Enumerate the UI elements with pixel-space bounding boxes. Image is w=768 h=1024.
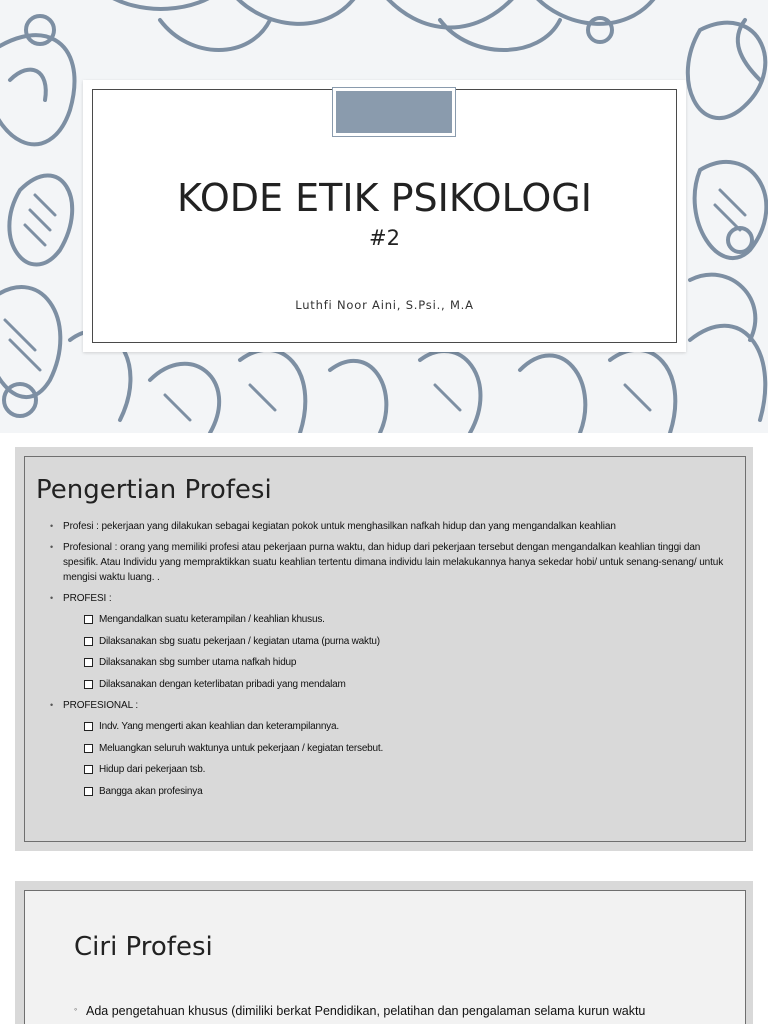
checkbox-square-icon bbox=[84, 658, 93, 667]
slide-title: KODE ETIK PSIKOLOGI bbox=[177, 176, 592, 220]
slide-ciri-profesi bbox=[15, 881, 753, 1024]
list-item bbox=[47, 698, 727, 713]
bullet-text: Ada pengetahuan khusus (dimiliki berkat Pendidikan, pelatihan dan pengalaman selama kurun waktu bbox=[86, 1004, 646, 1018]
sub-item-text: Bangga akan profesinya bbox=[99, 785, 203, 797]
title-slide bbox=[0, 0, 768, 433]
slide-subtitle: #2 bbox=[369, 226, 400, 250]
sub-item-text: Hidup dari pekerjaan tsb. bbox=[99, 764, 206, 775]
bullet-text: PROFESIONAL : bbox=[63, 700, 139, 711]
bullet-text: Profesional : orang yang memiliki profesi atau pekerjaan purna waktu, dan hidup dari pekerjaan tersebut dengan mengandalkan keahlian tinggi dan spesifik. Atau Individu yang mempraktikkan suatu keahlian tertentu dimana individu lain melakukannya hanya sekedar hobi/ untuk senang-senang/ untuk mengisi waktu luang. . bbox=[63, 542, 724, 583]
list-item bbox=[47, 519, 727, 534]
slide-border bbox=[24, 890, 746, 1024]
checkbox-square-icon bbox=[84, 787, 93, 796]
sub-item-text: Dilaksanakan sbg suatu pekerjaan / kegiatan utama (purna waktu) bbox=[99, 635, 380, 647]
bullet-icon: • bbox=[50, 700, 54, 710]
checkbox-square-icon bbox=[84, 722, 93, 731]
list-item bbox=[47, 540, 727, 585]
sub-list-item bbox=[47, 719, 727, 734]
list-item bbox=[47, 591, 727, 606]
sub-item-text: Meluangkan seluruh waktunya untuk pekerjaan / kegiatan tersebut. bbox=[99, 742, 384, 754]
sub-list-item bbox=[47, 677, 727, 692]
bullet-list bbox=[47, 519, 727, 805]
sub-item-text: Dilaksanakan sbg sumber utama nafkah hidup bbox=[99, 657, 297, 668]
sub-list-item bbox=[47, 784, 727, 799]
sub-item-text: Dilaksanakan dengan keterlibatan pribadi yang mendalam bbox=[99, 678, 346, 690]
bullet-icon: • bbox=[50, 521, 54, 531]
checkbox-square-icon bbox=[84, 765, 93, 774]
checkbox-square-icon bbox=[84, 744, 93, 753]
title-accent-tab bbox=[333, 88, 455, 136]
slide-pengertian-profesi bbox=[15, 447, 753, 851]
sub-list-item bbox=[47, 655, 727, 670]
author-name: Luthfi Noor Aini, S.Psi., M.A bbox=[295, 298, 474, 312]
slide-border bbox=[24, 456, 746, 842]
sub-item-text: Indv. Yang mengerti akan keahlian dan keterampilannya. bbox=[99, 721, 339, 732]
sub-list-item bbox=[47, 762, 727, 777]
slide-heading: Pengertian Profesi bbox=[36, 475, 272, 505]
checkbox-square-icon bbox=[84, 637, 93, 646]
checkbox-square-icon bbox=[84, 680, 93, 689]
sub-item-text: Mengandalkan suatu keterampilan / keahlian khusus. bbox=[99, 614, 325, 625]
bullet-text: PROFESI : bbox=[63, 593, 112, 604]
bullet-text: Profesi : pekerjaan yang dilakukan sebagai kegiatan pokok untuk menghasilkan nafkah hidup dan yang mengandalkan keahlian bbox=[63, 521, 616, 532]
list-item bbox=[74, 1004, 734, 1018]
bullet-icon: • bbox=[50, 593, 54, 603]
title-card-border bbox=[92, 89, 677, 343]
bullet-icon: • bbox=[50, 542, 54, 552]
slide-heading: Ciri Profesi bbox=[74, 932, 213, 962]
title-card bbox=[83, 80, 686, 352]
sub-list-item bbox=[47, 634, 727, 649]
circle-bullet-icon: ◦ bbox=[74, 1004, 78, 1014]
checkbox-square-icon bbox=[84, 615, 93, 624]
sub-list-item bbox=[47, 741, 727, 756]
sub-list-item bbox=[47, 612, 727, 627]
